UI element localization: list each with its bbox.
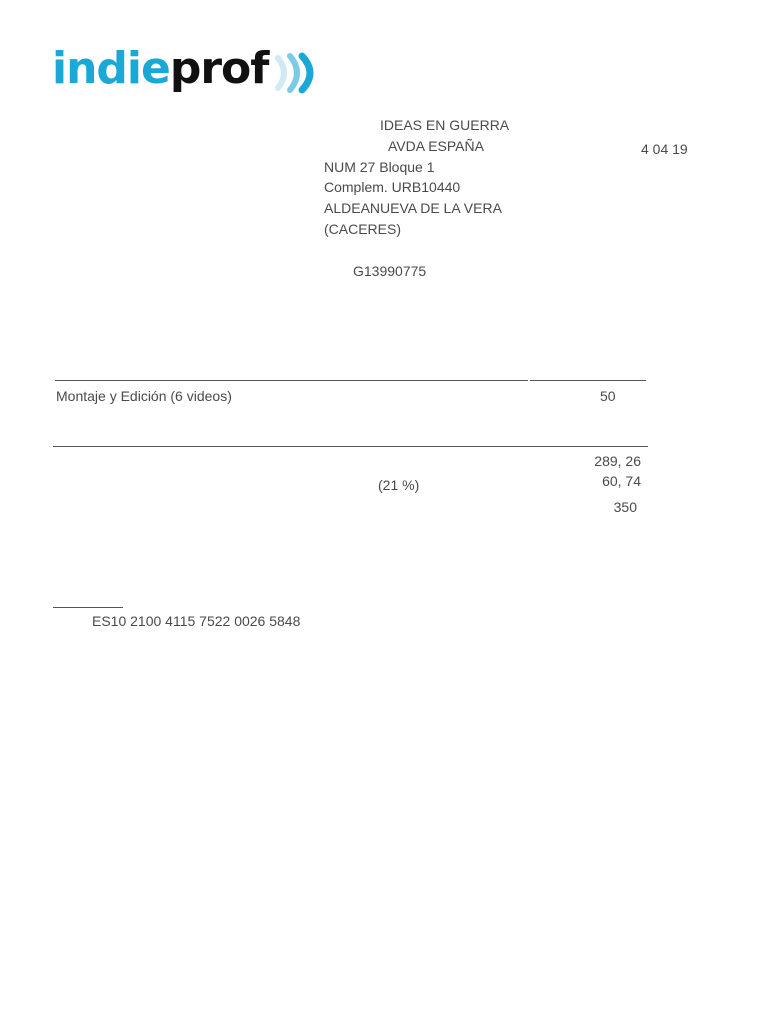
table-header-rule-left	[55, 380, 528, 381]
table-footer-rule	[53, 446, 648, 447]
payment-rule	[53, 607, 123, 608]
tax-rate: (21 %)	[378, 477, 420, 493]
total-value: 350	[613, 499, 637, 515]
iban-number: ES10 2100 4115 7522 0026 5848	[92, 613, 301, 629]
client-number: NUM 27 Bloque 1	[324, 159, 435, 175]
client-city: ALDEANUEVA DE LA VERA	[324, 200, 502, 216]
table-header-rule-right	[530, 380, 646, 381]
line-item-amount: 50	[600, 388, 616, 404]
client-complement: Complem. URB10440	[324, 179, 461, 195]
line-item-description: Montaje y Edición (6 videos)	[56, 388, 232, 404]
subtotal-value: 289, 26	[594, 453, 641, 469]
company-logo	[52, 43, 322, 94]
client-province: (CACERES)	[324, 221, 402, 237]
logo-text-indie: indie	[52, 43, 170, 94]
logo-wordmark	[52, 44, 268, 94]
signal-waves-icon	[274, 52, 322, 94]
client-street: AVDA ESPAÑA	[388, 138, 484, 154]
logo-text-prof: prof	[169, 43, 269, 94]
client-tax-id: G13990775	[353, 263, 427, 279]
tax-amount: 60, 74	[602, 473, 641, 489]
invoice-date: 4 04 19	[641, 141, 688, 157]
client-name: IDEAS EN GUERRA	[380, 117, 510, 133]
